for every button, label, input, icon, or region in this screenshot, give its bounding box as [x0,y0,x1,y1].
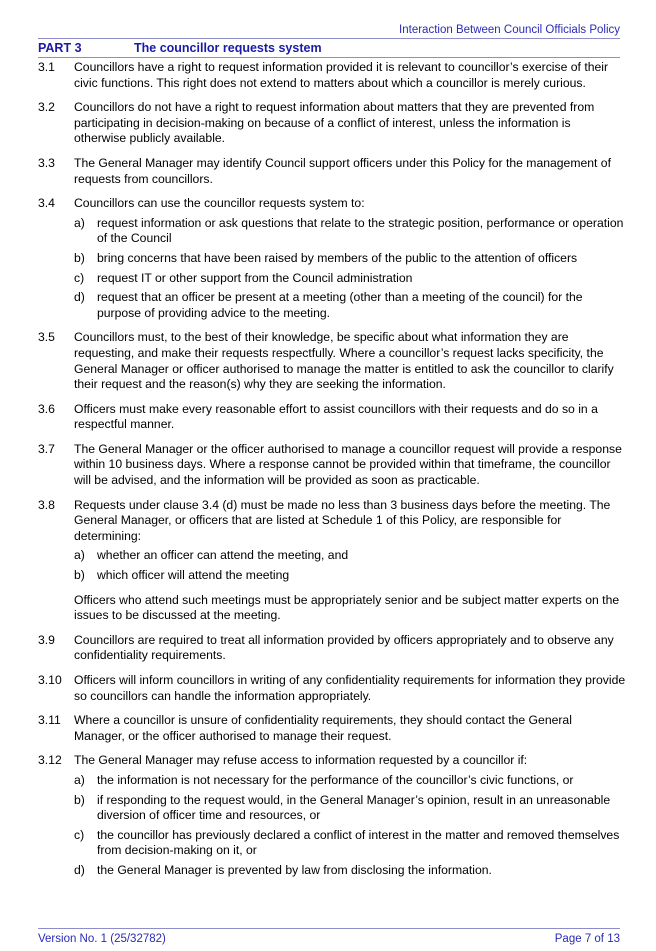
clause-number: 3.3 [38,155,55,170]
clause-number: 3.6 [38,401,55,416]
running-header [38,23,620,39]
clause [0,196,656,321]
clause [0,442,656,489]
clause [0,753,656,878]
clause-text: Councillors can use the councillor requests system to: [74,196,365,211]
clause-text: Requests under clause 3.4 (d) must be made no less than 3 business days before the meeting. The General Manager, or officers that are listed at Schedule 1 of this Policy, are responsible for determining: [74,497,611,543]
sublist-item [74,568,626,584]
sublist-item [74,793,626,824]
clause [0,673,656,704]
sublist-item [74,548,626,564]
sublist-text: whether an officer can attend the meeting, and [97,548,349,563]
clause [0,100,656,147]
page-footer [38,928,620,947]
clause-text: The General Manager or the officer authorised to manage a councillor request will provide a response within 10 business days. Where a response cannot be provided within that timeframe, the councillor will be advised, and the information will be provided as soon as practicable. [74,441,622,488]
sublist-item [74,271,626,287]
clause-text: Where a councillor is unsure of confidentiality requirements, they should contact the General Manager, or the officer authorised to manage their request. [74,713,572,743]
clause-number: 3.1 [38,60,55,74]
clause-text: Councillors have a right to request information provided it is relevant to councillor’s exercise of their civic functions. This right does not extend to matters about which a councillor is merely curious. [74,60,609,90]
clause [0,713,656,744]
clause-text: Officers must make every reasonable effort to assist councillors with their requests and do so in a respectful manner. [74,401,598,432]
clause-number: 3.12 [38,753,62,768]
sublist-text: request IT or other support from the Council administration [97,270,413,285]
sublist-item [74,828,626,859]
sublist-text: the information is not necessary for the performance of the councillor’s civic functions, or [97,772,574,787]
clause-number: 3.7 [38,441,55,456]
sublist-marker: c) [74,270,85,285]
clause-text: Councillors must, to the best of their knowledge, be specific about what information they are requesting, and make their requests respectfully. Where a councillor’s request lacks specificity, the General Manager or officer authorised to manage the matter is entitled to ask the councillor to clarify their request and the reason(s) why they are seeking the information. [74,330,614,392]
sublist-marker: b) [74,250,85,265]
clause-text: The General Manager may identify Council support officers under this Policy for the management of requests from councillors. [74,155,611,186]
clause [0,60,656,91]
part-heading-banner [38,38,620,58]
clause-number: 3.8 [38,497,55,512]
clause-text: Councillors do not have a right to request information about matters that they are prevented from participating in decision-making on because of a conflict of interest, unless the information is otherwise publicly available. [74,100,595,146]
sublist-text: which officer will attend the meeting [97,568,290,583]
sublist-marker: c) [74,827,85,842]
clause-text: Officers will inform councillors in writing of any confidentiality requirements for information they provide so councillors can handle the information appropriately. [74,673,626,703]
sublist-marker: d) [74,290,85,305]
sublist-text: if responding to the request would, in the General Manager’s opinion, result in an unreasonable diversion of officer time and resources, or [97,792,611,823]
sublist-item [74,863,626,879]
sublist-marker: a) [74,215,85,230]
clause-sublist [74,548,626,583]
clause-sublist [74,773,626,879]
clause [0,330,656,392]
clause-sublist [74,216,626,322]
sublist-marker: a) [74,772,85,787]
clause-number: 3.9 [38,632,55,647]
sublist-text: request that an officer be present at a meeting (other than a meeting of the council) for the purpose of providing advice to the meeting. [97,290,583,320]
clause [0,633,656,664]
clause [0,402,656,433]
sublist-marker: d) [74,862,85,877]
clause-number: 3.10 [38,673,62,687]
clause-list [0,60,656,888]
sublist-text: request information or ask questions that relate to the strategic position, performance or operation of the Council [97,215,624,246]
clause-number: 3.2 [38,100,55,115]
clause-trailing-paragraph: Officers who attend such meetings must be appropriately senior and be subject matter experts on the issues to be discussed at the meeting. [74,592,620,623]
footer-version: Version No. 1 (25/32782) [38,933,166,945]
sublist-item [74,290,626,321]
part-number: PART 3 [38,41,82,55]
running-header-title: Interaction Between Council Officials Policy [399,24,620,36]
sublist-marker: a) [74,548,85,563]
clause-number: 3.4 [38,196,55,211]
part-title: The councillor requests system [134,41,322,55]
clause-text: Councillors are required to treat all information provided by officers appropriately and to observe any confidentiality requirements. [74,632,614,663]
sublist-text: the General Manager is prevented by law from disclosing the information. [97,862,492,877]
sublist-text: bring concerns that have been raised by members of the public to the attention of officers [97,250,578,265]
clause [0,498,656,624]
sublist-item [74,251,626,267]
clause-text: The General Manager may refuse access to information requested by a councillor if: [74,753,528,768]
clause-number: 3.5 [38,330,55,345]
sublist-item [74,216,626,247]
sublist-marker: b) [74,568,85,583]
clause-number: 3.11 [38,713,61,728]
sublist-item [74,773,626,789]
footer-page-number: Page 7 of 13 [554,933,620,945]
sublist-text: the councillor has previously declared a conflict of interest in the matter and removed themselves from decision-making on it, or [97,827,620,858]
sublist-marker: b) [74,792,85,807]
clause [0,156,656,187]
